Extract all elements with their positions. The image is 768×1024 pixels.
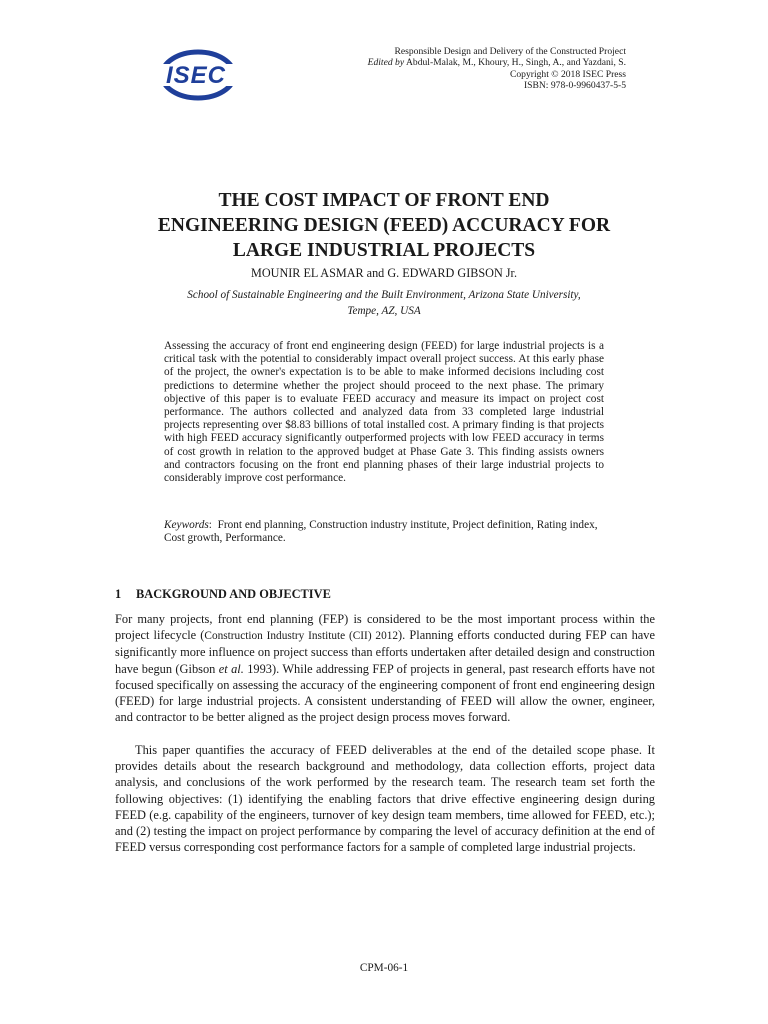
editors-line [266, 57, 626, 68]
citation-cii: Construction Industry Institute (CII) 2012 [204, 630, 399, 643]
proceedings-title: Responsible Design and Delivery of the Constructed Project [394, 46, 626, 57]
section-title: BACKGROUND AND OBJECTIVE [136, 587, 331, 601]
affiliation [150, 287, 618, 319]
keywords-label: Keywords [164, 519, 209, 531]
title-line-2: ENGINEERING DESIGN (FEED) ACCURACY FOR [157, 215, 611, 236]
conference-header [266, 46, 626, 92]
abstract: Assessing the accuracy of front end engineering design (FEED) for large industrial projects is a critical task with the potential to considerably impact overall project success. At this early phase of the project, the owner's expectation is to be able to make informed decisions including cost predictions to determine whether the project should proceed to the next phase. The primary objective of this paper is to evaluate FEED accuracy and measure its impact on project cost performance. The authors collected and analyzed data from 33 completed large industrial projects representing over $8.83 billions of total installed cost. A primary finding is that projects with high FEED accuracy significantly outperformed projects with low FEED accuracy in terms of cost growth in relation to the approved budget at Phase Gate 3. This finding assists owners and contractors focusing on the front end planning phases of their large industrial projects to considerably improve cost performance. [164, 340, 604, 485]
keywords-text: Front end planning, Construction industry institute, Project definition, Rating index, Cost growth, Performance. [164, 519, 598, 545]
authors: MOUNIR EL ASMAR and G. EDWARD GIBSON Jr. [251, 266, 517, 280]
title-line-3: LARGE INDUSTRIAL PROJECTS [232, 240, 536, 261]
section-heading [115, 587, 331, 602]
affiliation-line-2: Tempe, AZ, USA [347, 305, 421, 317]
editors: Abdul-Malak, M., Khoury, H., Singh, A., and Yazdani, S. [405, 57, 626, 69]
logo-text: ISEC [165, 62, 227, 89]
copyright: Copyright © 2018 ISEC Press [509, 68, 626, 80]
keywords: Keywords: Front end planning, Construction industry institute, Project definition, Rating index, Cost growth, Performance. [164, 519, 598, 545]
edited-by-label: Edited by [367, 57, 405, 69]
isbn: ISBN: 978-0-9960437-5-5 [523, 80, 626, 92]
affiliation-line-1: School of Sustainable Engineering and the Built Environment, Arizona State University, [187, 289, 581, 301]
section-number: 1 [115, 587, 122, 601]
paragraph-1 [115, 611, 655, 725]
paragraph-1-text-b: ). Planning efforts conducted during FEP can have significantly more influence on project success than efforts undertaken after detailed design and construction have begun (Gibson [115, 628, 656, 676]
page-number: CPM-06-1 [359, 962, 409, 974]
title-line-1: THE COST IMPACT OF FRONT END [218, 190, 550, 211]
isec-logo-graphic [146, 44, 246, 106]
isec-logo [146, 44, 246, 106]
paper-title [110, 188, 658, 263]
paragraph-2: This paper quantifies the accuracy of FEED deliverables at the end of the detailed scope phase. It provides details about the research background and methodology, data collection efforts, project data analysis, and conclusions of the work performed by the research team. The research team set forth the following objectives: (1) identifying the enabling factors that drive effective engineering design during FEED (e.g. capability of the engineers, turnover of key design team members, time allowed for FEED, etc.); and (2) testing the impact on project performance by comparing the level of accuracy definition at the end of FEED versus corresponding cost performance factors for a sample of completed large industrial projects. [115, 743, 655, 855]
paragraph-1-text-c: 1993). While addressing FEP of projects in general, past research efforts have not focused specifically on assessing the accuracy of the engineering component of front end engineering design (FEED) for large industrial projects. A consistent understanding of FEED will allow the owner, engineer, and contractor to be better aligned as the project design process moves forward. [115, 661, 656, 725]
citation-et-al: et al. [218, 661, 244, 676]
paragraph-1-text-a: For many projects, front end planning (FEP) is considered to be the most important process within the project lifecycle ( [115, 612, 655, 643]
